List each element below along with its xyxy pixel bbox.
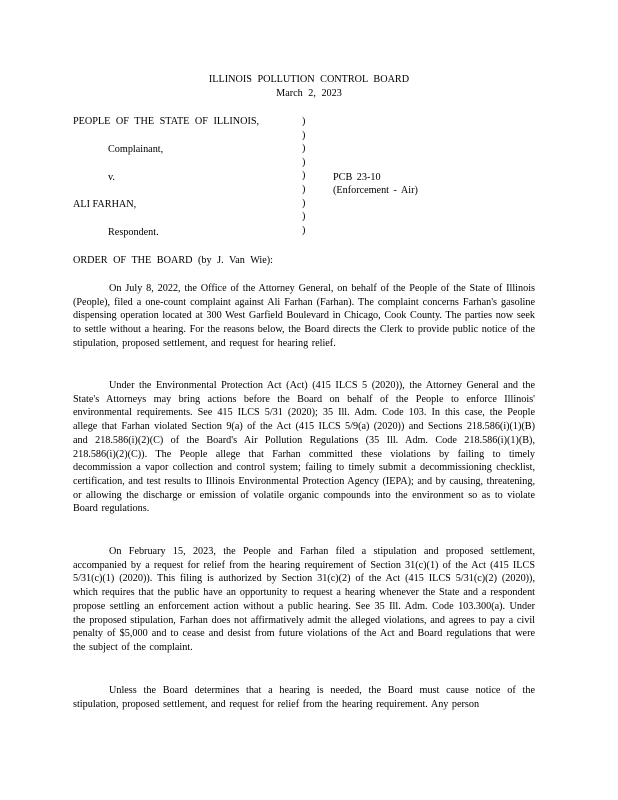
paragraph-intro: On July 8, 2022, the Office of the Attorney General, on behalf of the People of the State of Illinois (People), filed a one-count complaint against Ali Farhan (Farhan). The complaint concerns Farhan's gasoline dispensing operation located at 300 West Garfield Boulevard in Chicago, Cook County. The parties now seek to settle without a hearing. For the reasons below, the Board directs the Clerk to provide public notice of the stipulation, proposed settlement, and request for hearing relief. xyxy=(73,283,535,349)
caption-paren: ) xyxy=(302,211,306,223)
caption-respondent-role: Respondent. xyxy=(108,227,159,238)
case-number: PCB 23-10 xyxy=(333,172,381,183)
caption-versus: v. xyxy=(108,172,115,183)
case-type: (Enforcement - Air) xyxy=(333,185,418,196)
caption-paren: ) xyxy=(302,197,306,209)
caption-complainant-party: PEOPLE OF THE STATE OF ILLINOIS, xyxy=(73,116,260,127)
order-date: March 2, 2023 xyxy=(276,88,342,99)
caption-paren: ) xyxy=(302,129,306,141)
caption-paren: ) xyxy=(302,183,306,195)
order-heading: ORDER OF THE BOARD (by J. Van Wie): xyxy=(73,255,274,266)
caption-respondent-party: ALI FARHAN, xyxy=(73,199,137,210)
paragraph-notice: Unless the Board determines that a hearing is needed, the Board must cause notice of the stipulation, proposed settlement, and request for relief from the hearing requirement. Any person xyxy=(73,685,535,710)
caption-paren: ) xyxy=(302,224,306,236)
caption-paren: ) xyxy=(302,116,306,127)
caption-complainant-role: Complainant, xyxy=(108,144,164,155)
caption-paren: ) xyxy=(302,156,306,168)
agency-title: ILLINOIS POLLUTION CONTROL BOARD xyxy=(208,74,410,85)
caption-parenthesis-column xyxy=(302,115,305,237)
caption-paren: ) xyxy=(302,143,306,155)
paragraph-stipulation: On February 15, 2023, the People and Farhan filed a stipulation and proposed settlement, accompanied by a request for relief from the hearing requirement of Section 31(c)(1) of the Act (415 ILCS 5/31(c)(1) (2020)). This filing is authorized by Section 31(c)(2) of the Act (415 ILCS 5/31(c)(2) (2020)), which requires that the public have an opportunity to request a hearing whenever the State and a respondent propose settling an enforcement action without a public hearing. See 35 Ill. Adm. Code 103.300(a). Under the proposed stipulation, Farhan does not affirmatively admit the alleged violations, and agrees to pay a civil penalty of $5,000 and to cease and desist from future violations of the Act and Board regulations that were the subject of the complaint. xyxy=(73,546,535,653)
caption-paren: ) xyxy=(302,170,306,182)
paragraph-statutory-framework: Under the Environmental Protection Act (Act) (415 ILCS 5 (2020)), the Attorney General and the State's Attorneys may bring actions before the Board on behalf of the People to enforce Illinois' environmental requirements. See 415 ILCS 5/31 (2020); 35 Ill. Adm. Code 103. In this case, the People allege that Farhan violated Section 9(a) of the Act (415 ILCS 5/9(a) (2020)) and Sections 218.586(i)(1)(B) and 218.586(i)(2)(C) of the Board's Air Pollution Regulations (35 Ill. Adm. Code 218.586(i)(1)(B), 218.586(i)(2)(C)). The People allege that Farhan committed these violations by failing to timely decommission a vapor collection and control system; failing to timely submit a decommissioning checklist, certification, and test results to Illinois Environmental Protection Agency (IEPA); and by causing, threatening, or allowing the discharge or emission of volatile organic compounds into the environment so as to violate Board regulations. xyxy=(73,380,535,515)
